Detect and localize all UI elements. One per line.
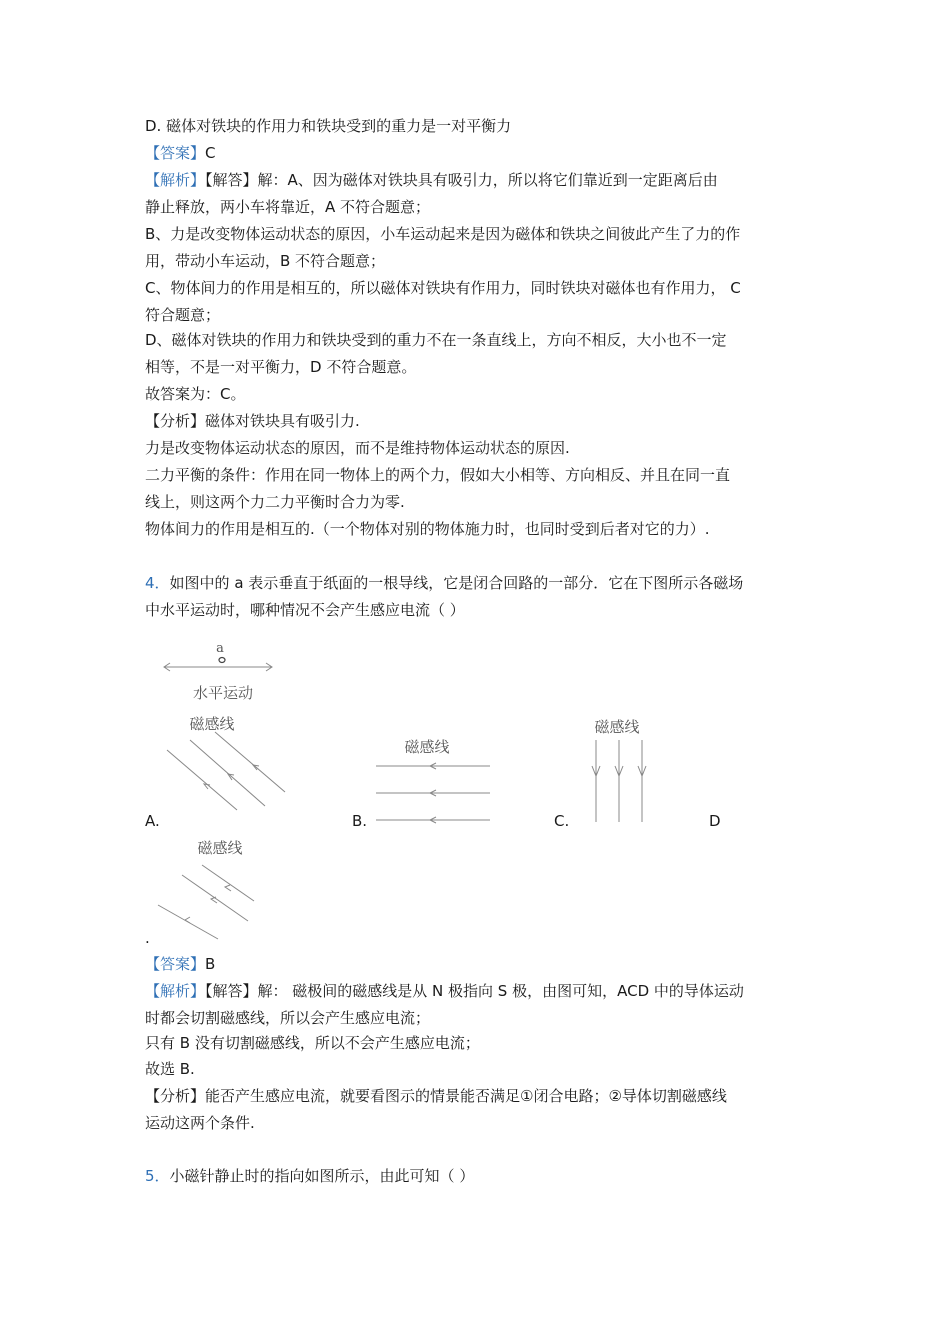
q4-analysis-line-2: 时都会切割磁感线，所以会产生感应电流；: [145, 1009, 431, 1027]
motion-diagram: [160, 640, 280, 704]
q4-conclusion: 故选 B.: [145, 1060, 195, 1078]
q4-answer-line: [145, 954, 215, 974]
q4-summary-line-1: 【分析】能否产生感应电流，就要看图示的情景能否满足①闭合电路；②导体切割磁感线: [145, 1087, 727, 1105]
analysis-line-7: D、磁体对铁块的作用力和铁块受到的重力不在一条直线上，方向不相反，大小也不一定: [145, 331, 727, 349]
question-4-number: 4．: [145, 574, 170, 592]
field-label-c: 磁感线: [594, 718, 640, 736]
field-line: [182, 875, 248, 921]
summary-line-3: 二力平衡的条件：作用在同一物体上的两个力，假如大小相等、方向相反、并且在同一直: [145, 466, 731, 484]
question-4-text: 如图中的 a 表示垂直于纸面的一根导线，它是闭合回路的一部分．它在下图所示各磁场: [169, 574, 744, 592]
analysis-line-5: C、物体间力的作用是相互的，所以磁体对铁块有作用力，同时铁块对磁体也有作用力， C: [145, 279, 741, 297]
analysis-line-4: 用，带动小车运动，B 不符合题意；: [145, 252, 386, 270]
analysis-tag: 【解析】: [145, 171, 206, 189]
answer-tag: 【答案】: [145, 955, 206, 973]
conclusion-line: 故答案为：C。: [145, 385, 246, 403]
analysis-line-2: 静止释放，两小车将靠近，A 不符合题意；: [145, 198, 431, 216]
field-arrow-icon: [228, 774, 234, 780]
option-c-label: C.: [554, 812, 570, 830]
analysis-text: 【解答】解：A、因为磁体对铁块具有吸引力，所以将它们靠近到一定距离后由: [205, 171, 718, 189]
q4-analysis-line-3: 只有 B 没有切割磁感线，所以不会产生感应电流；: [145, 1034, 480, 1052]
figure-option-a: [160, 710, 310, 814]
field-arrow-icon: [225, 885, 231, 891]
analysis-tag: 【解析】: [145, 982, 206, 1000]
summary-line-2: 力是改变物体运动状态的原因，而不是维持物体运动状态的原因.: [145, 439, 570, 457]
analysis-line-1: [145, 170, 718, 190]
field-line: [167, 750, 237, 810]
question-4-line-1: [145, 573, 743, 593]
summary-line-1: 【分析】磁体对铁块具有吸引力.: [145, 412, 360, 430]
figure-end-dot: .: [145, 929, 150, 947]
field-line: [190, 740, 265, 806]
figure-option-c: [582, 716, 652, 824]
motion-label: 水平运动: [192, 684, 254, 702]
field-line: [202, 865, 254, 901]
field-label-d: 磁感线: [197, 839, 243, 857]
q4-analysis-line-1: [145, 981, 744, 1001]
analysis-line-3: B、力是改变物体运动状态的原因，小车运动起来是因为磁体和铁块之间彼此产生了力的作: [145, 225, 741, 243]
question-5-number: 5．: [145, 1167, 170, 1185]
option-d-text: D. 磁体对铁块的作用力和铁块受到的重力是一对平衡力: [145, 117, 512, 135]
option-a-label: A.: [145, 812, 160, 830]
field-arrow-icon: [211, 897, 217, 903]
option-b-label: B.: [352, 812, 368, 830]
answer-line: [145, 143, 216, 163]
analysis-text: 【解答】解： 磁极间的磁感线是从 N 极指向 S 极，由图可知，ACD 中的导体运动: [205, 982, 744, 1000]
field-line: [215, 732, 285, 792]
analysis-line-6: 符合题意；: [145, 306, 221, 324]
question-5-text: 小磁针静止时的指向如图所示，由此可知（ ）: [169, 1167, 475, 1185]
wire-dot: [219, 658, 225, 663]
summary-line-5: 物体间力的作用是相互的.（一个物体对别的物体施力时，也同时受到后者对它的力）.: [145, 520, 710, 538]
summary-line-4: 线上，则这两个力二力平衡时合力为零.: [145, 493, 405, 511]
answer-tag: 【答案】: [145, 144, 206, 162]
option-d-label: D: [709, 812, 721, 830]
field-label-a: 磁感线: [189, 715, 235, 733]
field-label-b: 磁感线: [404, 738, 450, 756]
figure-option-d: [150, 835, 260, 945]
figure-option-b: [372, 735, 494, 827]
q4-summary-line-2: 运动这两个条件.: [145, 1114, 255, 1132]
analysis-line-8: 相等，不是一对平衡力，D 不符合题意。: [145, 358, 417, 376]
question-4-line-2: 中水平运动时，哪种情况不会产生感应电流（ ）: [145, 601, 465, 619]
wire-label: a: [216, 641, 224, 656]
question-5-line: [145, 1166, 474, 1186]
answer-value: B: [205, 955, 216, 973]
answer-value: C: [205, 144, 216, 162]
